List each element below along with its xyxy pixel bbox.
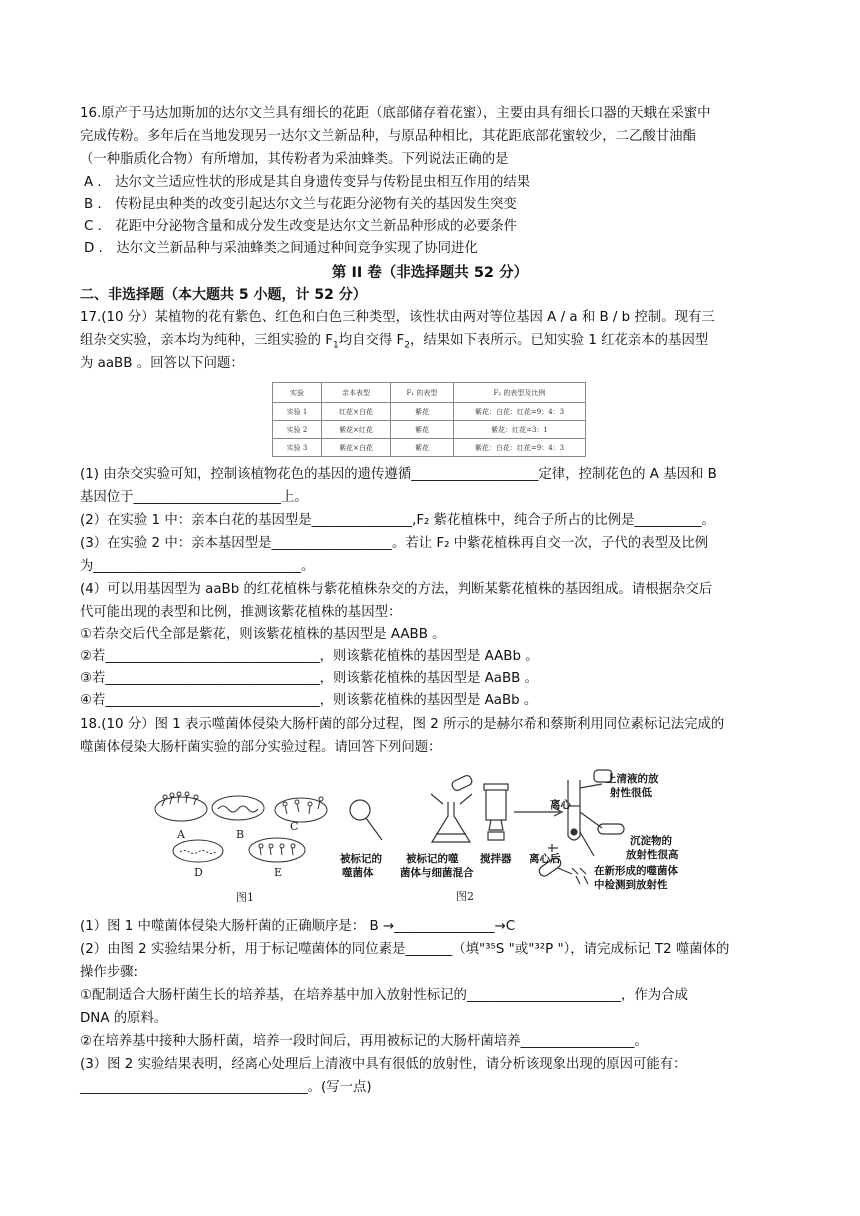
q17-part2: (2）在实验 1 中：亲本白花的基因型是_______________,F₂ 紫花植株中，纯合子所占的比例是__________。	[80, 513, 715, 528]
fig1-label-d: D	[194, 866, 203, 879]
fig2-note-supernatant-1: 上清液的放	[606, 773, 659, 785]
figure-1	[150, 768, 346, 906]
fig2-caption: 图2	[456, 890, 474, 903]
q18-step1-line1: ①配制适合大肠杆菌生长的培养基，在培养基中加入放射性标记的_______________________，作为合成	[80, 988, 688, 1003]
q17-part1-line2: 基因位于______________________上。	[80, 490, 308, 505]
fig2-step-mix-1: 被标记的噬	[406, 853, 459, 865]
table-cell: 紫花×白花	[322, 439, 391, 457]
bacterium-e-icon	[249, 838, 305, 862]
table-cell: 紫花：红花=3：1	[454, 421, 586, 439]
q16-option-d: D ． 达尔文兰新品种与采油蜂类之间通过种间竞争实现了协同进化	[84, 241, 478, 256]
q18-stem-line2: 噬菌体侵染大肠杆菌实验的部分实验过程。请回答下列问题：	[80, 740, 442, 755]
q17-case3: ③若________________________________，则该紫花植株的基因型是 AaBB 。	[80, 671, 538, 686]
q16-stem-line3: （一种脂质化合物）有所增加，其传粉者为采油蜂类。下列说法正确的是	[80, 152, 509, 167]
table-row	[273, 403, 586, 421]
fig1-caption: 图1	[236, 891, 254, 904]
q17-stem2-sub2: 2	[404, 340, 410, 351]
table-header-row	[273, 383, 586, 403]
q17-stem-line3: 为 aaBB 。回答以下问题：	[80, 356, 244, 371]
q17-case4: ④若________________________________，则该紫花植株的基因型是 AaBb 。	[80, 693, 538, 708]
q18-stem-line1: 18.(10 分）图 1 表示噬菌体侵染大肠杆菌的部分过程，图 2 所示的是赫尔希和蔡斯利用同位素标记法完成的	[80, 717, 725, 732]
q17-part4-line1: (4）可以用基因型为 aaBb 的红花植株与紫花植株杂交的方法，判断某紫花植株的基因组成。请根据杂交后	[80, 582, 713, 597]
fig2-step-centrifuge: 离心	[550, 799, 571, 811]
section2-heading: 二、非选择题（本大题共 5 小题，计 52 分）	[80, 287, 367, 303]
fig2-step-labeled-2: 噬菌体	[342, 867, 374, 879]
q17-case2: ②若________________________________，则该紫花植株的基因型是 AABb 。	[80, 649, 539, 664]
q16-option-b: B ． 传粉昆虫种类的改变引起达尔文兰与花距分泌物有关的基因发生突变	[84, 197, 517, 212]
fig2-note-pellet-2: 放射性很高	[626, 849, 679, 861]
q16-stem-line2: 完成传粉。多年后在当地发现另一达尔文兰新品种，与原品种相比，其花距底部花蜜较少，二乙酸甘油酯	[80, 129, 696, 144]
q18-part1: (1）图 1 中噬菌体侵染大肠杆菌的正确顺序是： B →_______________→C	[80, 919, 516, 934]
table-cell: 实验 3	[273, 439, 322, 457]
fig2-note-pellet-1: 沉淀物的	[630, 835, 672, 847]
q17-results-table	[272, 382, 586, 457]
q17-part3-line1: (3）在实验 2 中：亲本基因型是__________________。若让 F₂ 中紫花植株再自交一次，子代的表型及比例	[80, 536, 709, 551]
phage-dropper-icon	[350, 800, 370, 820]
fig1-label-b: B	[236, 828, 245, 841]
q18-part3-line2: __________________________________。(写一点)	[80, 1080, 372, 1095]
q16-stem-line1: 16.原产于马达加斯加的达尔文兰具有细长的花距（底部储存着花蜜），主要由具有细长口器的天蛾在采蜜中	[80, 106, 711, 121]
table-header-cell: F₁ 的表型	[391, 383, 454, 403]
q17-part3-line2: 为_______________________________。	[80, 559, 315, 574]
q17-stem2-sub1: 1	[333, 340, 339, 351]
q18-step2: ②在培养基中接种大肠杆菌，培养一段时间后，再用被标记的大肠杆菌培养_________________。	[80, 1034, 648, 1049]
table-row	[273, 421, 586, 439]
fig2-step-blender: 搅拌器	[480, 853, 512, 865]
bacterium-d-icon	[173, 840, 223, 862]
table-cell: 紫花：白花：红花=9：4：3	[454, 439, 586, 457]
table-cell: 紫花×红花	[322, 421, 391, 439]
bacterium-b-icon	[212, 796, 264, 820]
q18-part2-line2: 操作步骤:	[80, 965, 139, 980]
bacterium-c-icon	[275, 798, 327, 822]
table-header-cell: 亲本表型	[322, 383, 391, 403]
fig1-label-a: A	[177, 828, 185, 841]
table-cell: 紫花	[391, 421, 454, 439]
q17-part4-line2: 代可能出现的表型和比例，推测该紫花植株的基因型：	[80, 605, 402, 620]
bacterium-icon	[451, 774, 473, 792]
table-cell: 实验 1	[273, 403, 322, 421]
q16-option-c: C ． 花距中分泌物含量和成分发生改变是达尔文兰新品种形成的必要条件	[84, 219, 517, 234]
fig2-note-supernatant-2: 射性很低	[610, 787, 652, 799]
q17-stem-line1: 17.(10 分）某植物的花有紫色、红色和白色三种类型，该性状由两对等位基因 A / a 和 B / b 控制。现有三	[80, 310, 715, 325]
fig1-label-c: C	[290, 820, 299, 833]
figure-2	[336, 766, 730, 908]
q17-case1: ①若杂交后代全部是紫花，则该紫花植株的基因型是 AABB 。	[80, 627, 446, 642]
q18-part3-line1: (3）图 2 实验结果表明，经离心处理后上清液中具有很低的放射性，请分析该现象出现的原因可能有：	[80, 1057, 687, 1072]
fig2-step-mix-2: 菌体与细菌混合	[400, 867, 474, 879]
q16-option-a: A ． 达尔文兰适应性状的形成是其自身遗传变异与传粉昆虫相互作用的结果	[84, 175, 531, 190]
fig2-note-newphage-2: 中检测到放射性	[594, 879, 668, 891]
fig2-step-labeled-1: 被标记的	[340, 853, 382, 865]
q17-part1-line1: (1) 由杂交实验可知，控制该植物花色的基因的遗传遵循___________________定律，控制花色的 A 基因和 B	[80, 467, 717, 482]
flask-icon	[432, 802, 470, 842]
table-cell: 红花×白花	[322, 403, 391, 421]
table-cell: 实验 2	[273, 421, 322, 439]
section2-title: 第 II 卷（非选择题共 52 分）	[331, 265, 529, 281]
table-cell: 紫花	[391, 403, 454, 421]
table-row	[273, 439, 586, 457]
q18-step1-line2: DNA 的原料。	[80, 1011, 168, 1026]
fig2-note-newphage-1: 在新形成的噬菌体	[594, 865, 678, 877]
table-cell: 紫花	[391, 439, 454, 457]
table-cell: 紫花：白花：红花=9：4：3	[454, 403, 586, 421]
q17-stem2-c: 均自交得 F	[338, 333, 405, 348]
fig2-step-after: 离心后	[529, 853, 561, 865]
q17-stem2-a: 组杂交实验，亲本均为纯种，三组实验的 F	[80, 333, 333, 348]
blender-icon	[486, 790, 506, 830]
fig1-label-e: E	[274, 866, 283, 879]
table-header-cell: F₂ 的表型及比例	[454, 383, 586, 403]
q18-part2-line1: (2）由图 2 实验结果分析，用于标记噬菌体的同位素是_______（填"³⁵S "或"³²P "），请完成标记 T2 噬菌体的	[80, 942, 730, 957]
bacterium-a-icon	[155, 797, 207, 821]
pellet-bacterium-icon	[598, 824, 624, 834]
table-header-cell: 实验	[273, 383, 322, 403]
blender-lid-icon	[484, 784, 508, 790]
q17-stem2-e: ，结果如下表所示。已知实验 1 红花亲本的基因型	[410, 333, 709, 348]
